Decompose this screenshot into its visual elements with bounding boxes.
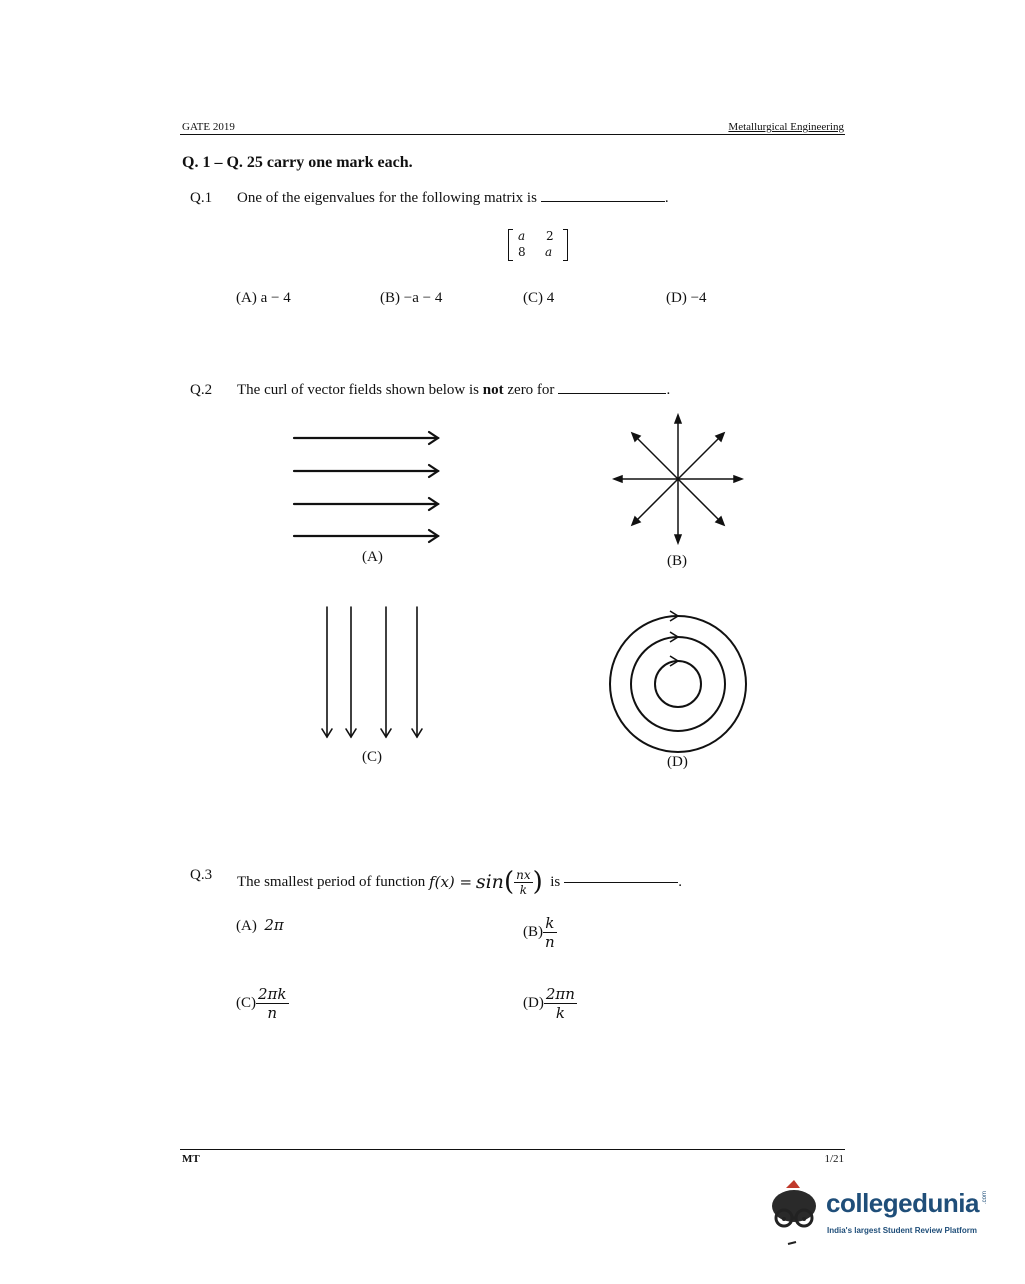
- q2-figure-a-label[interactable]: (A): [362, 549, 383, 565]
- watermark-suffix: .com: [982, 1190, 988, 1204]
- q2-text-after: zero for: [507, 382, 555, 398]
- q3-argument: [514, 868, 533, 897]
- q3-option-a-label: (A): [236, 918, 257, 934]
- q3-option-b-label: (B): [523, 924, 543, 940]
- q3-paren-open: (: [503, 867, 515, 897]
- q3-option-c-fraction: [256, 985, 289, 1022]
- q2-text-bold: not: [482, 382, 504, 398]
- q3-option-c-denominator: n: [256, 1003, 289, 1022]
- q3-option-b-numerator: k: [545, 914, 555, 932]
- q2-text: The curl of vector fields shown below is not zero for .: [237, 382, 671, 398]
- q3-function: f(x) =: [429, 873, 473, 891]
- q2-figure-c-label[interactable]: (C): [362, 749, 382, 765]
- header-rule: [180, 134, 845, 135]
- footer-page-number: 1/21: [824, 1153, 844, 1165]
- footer-paper-code: MT: [182, 1153, 200, 1165]
- q3-option-a-value: 2π: [264, 916, 284, 934]
- q1-answer-blank: [541, 201, 665, 202]
- q2-figure-c-vertical-field: [315, 603, 430, 743]
- watermark-brand: collegedunia: [826, 1188, 979, 1218]
- q1-option-a[interactable]: (A) a − 4: [236, 290, 291, 306]
- q2-text-before: The curl of vector fields shown below is: [237, 382, 480, 398]
- header-exam-name: GATE 2019: [182, 121, 235, 133]
- q3-option-c[interactable]: [236, 985, 289, 1022]
- mascot-logo-icon: [766, 1178, 826, 1248]
- q2-number: Q.2: [190, 382, 213, 398]
- q3-option-b-fraction: [543, 914, 557, 951]
- q1-option-b[interactable]: (B) −a − 4: [380, 290, 443, 306]
- q2-answer-blank: [558, 393, 666, 394]
- q1-matrix: [508, 229, 568, 263]
- q3-option-a[interactable]: [236, 916, 284, 935]
- q3-option-d-label: (D): [523, 995, 544, 1011]
- matrix-cell-r2c1: 8: [518, 245, 526, 259]
- header-paper-name: Metallurgical Engineering: [728, 121, 844, 133]
- q1-option-c[interactable]: (C) 4: [523, 290, 555, 306]
- q2-figure-d-label[interactable]: (D): [667, 754, 688, 770]
- matrix-cell-r2c2: a: [545, 245, 553, 259]
- q3-option-d-fraction: [544, 985, 577, 1022]
- q3-option-d[interactable]: [523, 985, 577, 1022]
- q3-question: The smallest period of function: [237, 873, 426, 890]
- q3-arg-numerator: nx: [516, 867, 531, 882]
- q3-paren-close: ): [532, 867, 543, 897]
- watermark-tagline: India's largest Student Review Platform: [827, 1226, 977, 1235]
- q3-sin: sin: [475, 871, 504, 893]
- q2-figure-b-label[interactable]: (B): [667, 553, 687, 569]
- q1-option-d[interactable]: (D) −4: [666, 290, 707, 306]
- matrix-cell-r1c2: 2: [546, 229, 554, 243]
- q2-figure-b-radial-field: [612, 413, 744, 545]
- matrix-cell-r1c1: a: [518, 229, 526, 243]
- footer-rule: [180, 1149, 845, 1150]
- q3-option-c-numerator: 2πk: [258, 985, 287, 1003]
- q3-option-d-denominator: k: [544, 1003, 577, 1022]
- q2-figure-a-horizontal-field: [288, 425, 448, 550]
- q3-option-b[interactable]: [523, 914, 557, 951]
- q3-text: The smallest period of function f(x) = sin ( $\frac{nx}{k}$ ) is .: [237, 867, 683, 897]
- q2-figure-d-rotational-field: [604, 602, 752, 758]
- q1-question: One of the eigenvalues for the following matrix is: [237, 190, 537, 206]
- q3-option-d-numerator: 2πn: [545, 985, 575, 1003]
- q1-number: Q.1: [190, 190, 213, 206]
- q3-arg-denominator: k: [514, 882, 533, 897]
- q1-text: One of the eigenvalues for the following matrix is .: [237, 190, 669, 206]
- section-title: Q. 1 – Q. 25 carry one mark each.: [182, 154, 413, 171]
- q3-number: Q.3: [190, 867, 213, 883]
- q3-option-c-label: (C): [236, 995, 256, 1011]
- q3-is: is: [550, 873, 561, 890]
- q3-answer-blank: [564, 882, 678, 883]
- q3-option-b-denominator: n: [545, 933, 555, 951]
